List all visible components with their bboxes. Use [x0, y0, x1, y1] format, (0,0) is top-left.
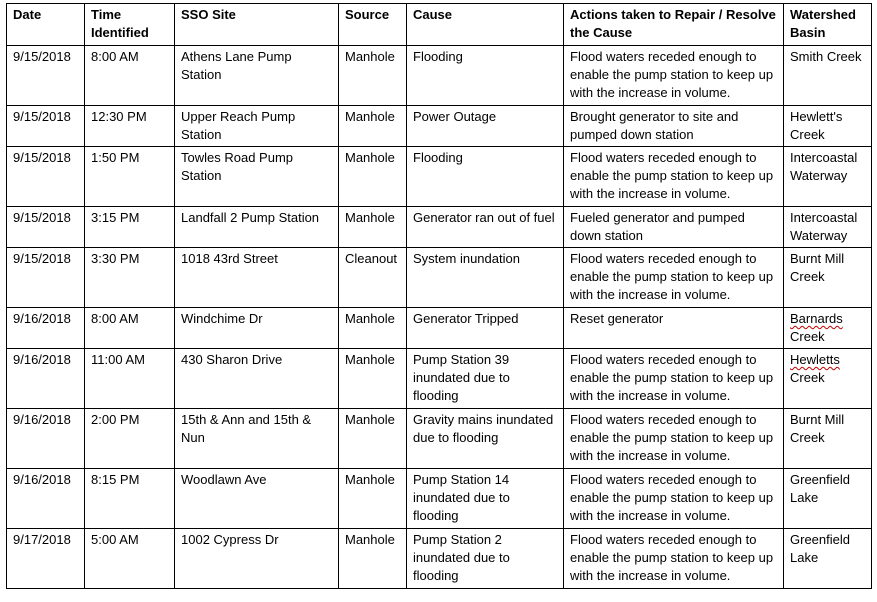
cell-action: Flood waters receded enough to enable the pump station to keep up with the increase in volume. — [564, 529, 784, 589]
table-row — [7, 469, 872, 529]
header-time: Time Identified — [85, 4, 175, 46]
cell-action: Fueled generator and pumped down station — [564, 207, 784, 248]
cell-basin: Greenfield Lake — [784, 469, 872, 529]
cell-time: 12:30 PM — [85, 106, 175, 147]
cell-date: 9/15/2018 — [7, 46, 85, 106]
cell-basin: Burnt Mill Creek — [784, 409, 872, 469]
cell-action: Flood waters receded enough to enable the pump station to keep up with the increase in volume. — [564, 349, 784, 409]
cell-time: 3:15 PM — [85, 207, 175, 248]
cell-cause: Flooding — [407, 46, 564, 106]
table-row — [7, 46, 872, 106]
cell-basin: Smith Creek — [784, 46, 872, 106]
cell-source: Manhole — [339, 207, 407, 248]
cell-source: Manhole — [339, 46, 407, 106]
cell-site: 1018 43rd Street — [175, 248, 339, 308]
cell-source: Manhole — [339, 106, 407, 147]
table-row — [7, 147, 872, 207]
table-row — [7, 248, 872, 308]
cell-cause: System inundation — [407, 248, 564, 308]
cell-action: Flood waters receded enough to enable the pump station to keep up with the increase in volume. — [564, 248, 784, 308]
cell-basin: Greenfield Lake — [784, 529, 872, 589]
header-cause: Cause — [407, 4, 564, 46]
cell-action: Flood waters receded enough to enable the pump station to keep up with the increase in volume. — [564, 409, 784, 469]
cell-site: Athens Lane Pump Station — [175, 46, 339, 106]
cell-source: Manhole — [339, 529, 407, 589]
cell-site: Woodlawn Ave — [175, 469, 339, 529]
cell-time: 2:00 PM — [85, 409, 175, 469]
table-row — [7, 308, 872, 349]
cell-site: Windchime Dr — [175, 308, 339, 349]
cell-cause: Pump Station 14 inundated due to flooding — [407, 469, 564, 529]
spellcheck-word: Hewletts — [790, 352, 840, 367]
cell-source: Manhole — [339, 409, 407, 469]
cell-basin: Burnt Mill Creek — [784, 248, 872, 308]
cell-cause: Pump Station 39 inundated due to flooding — [407, 349, 564, 409]
cell-date: 9/15/2018 — [7, 147, 85, 207]
table-row — [7, 106, 872, 147]
cell-cause: Pump Station 2 inundated due to flooding — [407, 529, 564, 589]
header-row — [7, 4, 872, 46]
sso-table — [6, 3, 872, 589]
cell-basin: Intercoastal Waterway — [784, 147, 872, 207]
cell-time: 8:15 PM — [85, 469, 175, 529]
cell-basin — [784, 308, 872, 349]
table-row — [7, 349, 872, 409]
cell-action: Brought generator to site and pumped down station — [564, 106, 784, 147]
header-source: Source — [339, 4, 407, 46]
table-row — [7, 409, 872, 469]
cell-date: 9/15/2018 — [7, 248, 85, 308]
cell-source: Cleanout — [339, 248, 407, 308]
cell-time: 5:00 AM — [85, 529, 175, 589]
cell-date: 9/16/2018 — [7, 349, 85, 409]
cell-time: 8:00 AM — [85, 308, 175, 349]
cell-action: Flood waters receded enough to enable the pump station to keep up with the increase in volume. — [564, 46, 784, 106]
cell-site: 430 Sharon Drive — [175, 349, 339, 409]
cell-cause: Gravity mains inundated due to flooding — [407, 409, 564, 469]
cell-time: 3:30 PM — [85, 248, 175, 308]
cell-site: 15th & Ann and 15th & Nun — [175, 409, 339, 469]
cell-source: Manhole — [339, 349, 407, 409]
cell-basin — [784, 349, 872, 409]
header-date: Date — [7, 4, 85, 46]
sso-table-container — [6, 3, 872, 589]
cell-source: Manhole — [339, 469, 407, 529]
cell-date: 9/16/2018 — [7, 469, 85, 529]
cell-action: Flood waters receded enough to enable the pump station to keep up with the increase in volume. — [564, 469, 784, 529]
cell-date: 9/17/2018 — [7, 529, 85, 589]
cell-source: Manhole — [339, 308, 407, 349]
header-site: SSO Site — [175, 4, 339, 46]
header-basin: Watershed Basin — [784, 4, 872, 46]
cell-time: 11:00 AM — [85, 349, 175, 409]
cell-site: 1002 Cypress Dr — [175, 529, 339, 589]
cell-time: 1:50 PM — [85, 147, 175, 207]
cell-basin: Intercoastal Waterway — [784, 207, 872, 248]
cell-cause: Generator Tripped — [407, 308, 564, 349]
cell-date: 9/16/2018 — [7, 409, 85, 469]
cell-cause: Generator ran out of fuel — [407, 207, 564, 248]
basin-rest: Creek — [790, 329, 825, 344]
table-row — [7, 529, 872, 589]
cell-date: 9/16/2018 — [7, 308, 85, 349]
cell-cause: Power Outage — [407, 106, 564, 147]
cell-site: Towles Road Pump Station — [175, 147, 339, 207]
cell-site: Upper Reach Pump Station — [175, 106, 339, 147]
table-row — [7, 207, 872, 248]
cell-date: 9/15/2018 — [7, 106, 85, 147]
cell-cause: Flooding — [407, 147, 564, 207]
cell-site: Landfall 2 Pump Station — [175, 207, 339, 248]
basin-rest: Creek — [790, 370, 825, 385]
cell-source: Manhole — [339, 147, 407, 207]
cell-date: 9/15/2018 — [7, 207, 85, 248]
cell-action: Reset generator — [564, 308, 784, 349]
header-actions: Actions taken to Repair / Resolve the Cause — [564, 4, 784, 46]
cell-time: 8:00 AM — [85, 46, 175, 106]
cell-basin: Hewlett's Creek — [784, 106, 872, 147]
spellcheck-word: Barnards — [790, 311, 843, 326]
cell-action: Flood waters receded enough to enable the pump station to keep up with the increase in volume. — [564, 147, 784, 207]
